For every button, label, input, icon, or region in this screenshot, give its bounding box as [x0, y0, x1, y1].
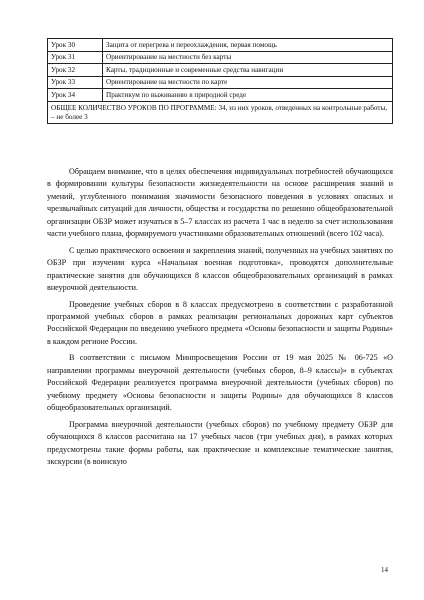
table-total-row: [48, 101, 393, 123]
lesson-topic-cell: Карты, традиционные и современные средства навигации: [103, 64, 393, 77]
lesson-topic-cell: Ориентирование на местности по карте: [103, 76, 393, 89]
paragraph: Программа внеурочной деятельности (учебных сборов) по учебному предмету ОБЗР для обучающихся 8 классов рассчитана на 17 учебных часов (три учебных дня), в рамках которых предусмотрены такие формы работы, как практические и комплексные тематические занятия, экскурсии (в воинскую: [47, 419, 393, 466]
table-row: [48, 64, 393, 77]
lesson-topic-cell: Защита от перегрева и переохлаждения, первая помощь: [103, 39, 393, 52]
lesson-topic-cell: Практикум по выживанию в природной среде: [103, 89, 393, 102]
lesson-number-cell: Урок 31: [48, 51, 103, 64]
lesson-number-cell: Урок 30: [48, 39, 103, 52]
lesson-number-cell: Урок 33: [48, 76, 103, 89]
paragraph: С целью практического освоения и закрепления знаний, полученных на учебных занятиях по ОБЗР при изучении курса «Начальная военная подготовка», проводятся дополнительные практические занятия для обучающихся 8 классов общеобразовательных организаций в рамках внеурочной деятельности.: [47, 245, 393, 293]
lessons-table: [47, 38, 393, 124]
table-row: [48, 39, 393, 52]
paragraph: Проведение учебных сборов в 8 классах предусмотрено в соответствии с разработанной программой учебных сборов в рамках реализации региональных дорожных карт субъектов Российской Федерации по введению учебного предмета «Основы безопасности и защиты Родины» в каждом регионе России.: [47, 299, 393, 346]
paragraph: Обращаем внимание, что в целях обеспечения индивидуальных потребностей обучающихся в формировании культуры безопасности жизнедеятельности на основе расширения знаний и умений, углубленного понимания значимости безопасного поведения в условиях опасных и чрезвычайных ситуаций для личности, общества и государства по решению общеобразовательной организации ОБЗР может изучаться в 5–7 классах из расчета 1 час в неделю за счет использования части учебного плана, формируемого участниками образовательных отношений (всего 102 часа).: [47, 167, 393, 239]
lesson-number-cell: Урок 34: [48, 89, 103, 102]
page-number: 14: [381, 566, 388, 574]
table-row: [48, 76, 393, 89]
lesson-number-cell: Урок 32: [48, 64, 103, 77]
lesson-topic-cell: Ориентирование на местности без карты: [103, 51, 393, 64]
body-text: [47, 166, 393, 468]
table-row: [48, 89, 393, 102]
paragraph: В соответствии с письмом Минпросвещения России от 19 мая 2025 № 06-725 «О направлении программы внеурочной деятельности (учебных сборов, 8–9 классы)» в субъектах Российской Федерации реализуется программа внеурочной деятельности (учебных сборов) по учебному предмету «Основы безопасности и защиты Родины» для обучающихся 8 классов общеобразовательных организаций.: [47, 353, 393, 413]
total-lessons-cell: ОБЩЕЕ КОЛИЧЕСТВО УРОКОВ ПО ПРОГРАММЕ: 34, из них уроков, отведенных на контрольные работы, – не более 3: [48, 101, 393, 123]
table-row: [48, 51, 393, 64]
